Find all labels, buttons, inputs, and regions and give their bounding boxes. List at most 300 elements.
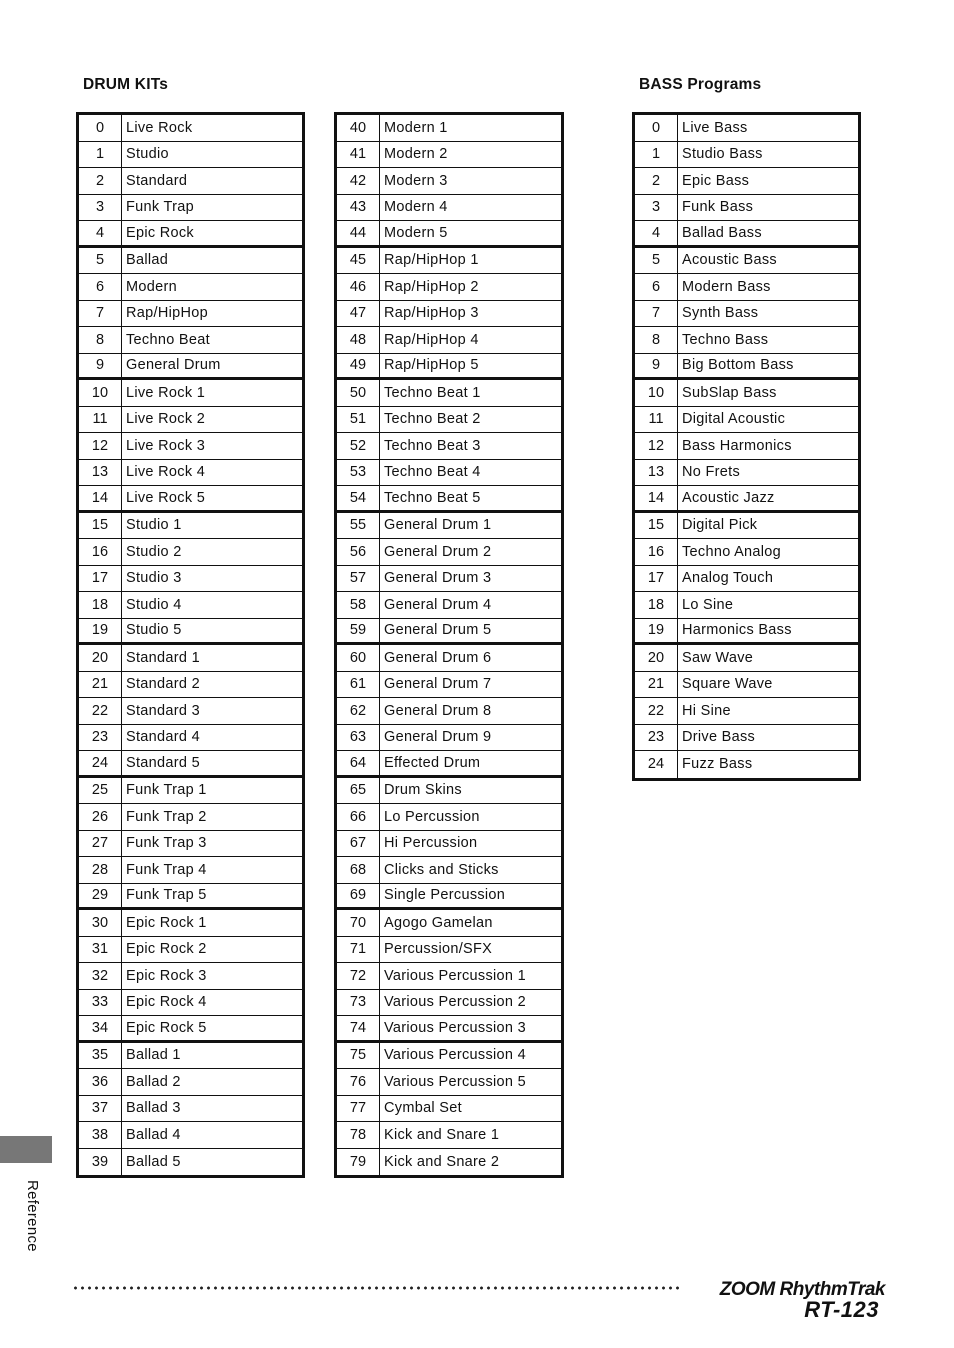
program-number: 20 xyxy=(635,645,678,671)
program-name: Funk Trap 5 xyxy=(126,887,207,904)
program-name: Studio 3 xyxy=(126,570,182,587)
program-name: Rap/HipHop xyxy=(126,305,208,322)
table-row xyxy=(79,301,302,328)
program-name: Rap/HipHop 4 xyxy=(384,331,479,348)
table-row xyxy=(79,698,302,725)
program-number: 60 xyxy=(337,645,380,671)
drum-kits-table-2 xyxy=(334,112,564,1178)
program-number: 54 xyxy=(337,486,380,510)
program-name: Techno Beat 1 xyxy=(384,384,481,401)
program-number: 15 xyxy=(635,513,678,539)
program-number: 15 xyxy=(79,513,122,539)
program-name: Ballad 1 xyxy=(126,1047,181,1064)
program-name: Studio 5 xyxy=(126,622,182,639)
program-name: Ballad 4 xyxy=(126,1126,181,1143)
program-name: Hi Sine xyxy=(682,702,731,719)
program-name: No Frets xyxy=(682,464,740,481)
table-row xyxy=(337,115,561,142)
program-number: 72 xyxy=(337,963,380,989)
table-row xyxy=(337,566,561,593)
program-number: 45 xyxy=(337,248,380,274)
program-number: 24 xyxy=(79,751,122,775)
program-name: SubSlap Bass xyxy=(682,384,777,401)
program-name: Kick and Snare 1 xyxy=(384,1126,500,1143)
table-row xyxy=(79,619,302,646)
program-number: 52 xyxy=(337,433,380,459)
program-name: Live Rock 2 xyxy=(126,411,206,428)
program-number: 37 xyxy=(79,1096,122,1122)
program-name: Modern 3 xyxy=(384,172,448,189)
program-number: 40 xyxy=(337,115,380,141)
program-name: Saw Wave xyxy=(682,649,754,666)
table-row xyxy=(635,168,858,195)
program-number: 43 xyxy=(337,195,380,221)
program-number: 77 xyxy=(337,1096,380,1122)
program-number: 11 xyxy=(79,407,122,433)
program-number: 3 xyxy=(79,195,122,221)
program-number: 2 xyxy=(635,168,678,194)
program-number: 38 xyxy=(79,1122,122,1148)
program-number: 7 xyxy=(79,301,122,327)
table-row xyxy=(79,433,302,460)
program-name: Techno Beat 2 xyxy=(384,411,481,428)
program-name: Techno Beat 5 xyxy=(384,489,481,506)
program-number: 62 xyxy=(337,698,380,724)
program-name: Standard 3 xyxy=(126,702,200,719)
program-name: Standard xyxy=(126,172,188,189)
table-row xyxy=(79,274,302,301)
program-number: 11 xyxy=(635,407,678,433)
section-label: Reference xyxy=(24,1180,41,1252)
program-number: 10 xyxy=(79,380,122,406)
table-row xyxy=(337,539,561,566)
program-number: 8 xyxy=(79,327,122,353)
program-name: Digital Acoustic xyxy=(682,411,786,428)
table-row xyxy=(337,1096,561,1123)
program-name: Modern xyxy=(126,278,177,295)
program-name: Drive Bass xyxy=(682,729,756,746)
table-row xyxy=(635,142,858,169)
program-number: 19 xyxy=(635,619,678,643)
table-row xyxy=(337,354,561,381)
table-row xyxy=(79,751,302,778)
table-row xyxy=(635,115,858,142)
drum-kits-heading: DRUM KITs xyxy=(83,76,169,93)
program-name: Studio xyxy=(126,146,169,163)
table-row xyxy=(79,725,302,752)
program-number: 75 xyxy=(337,1043,380,1069)
table-row xyxy=(635,221,858,248)
program-name: Standard 4 xyxy=(126,729,200,746)
table-row xyxy=(635,433,858,460)
table-row xyxy=(337,725,561,752)
program-name: Live Rock 3 xyxy=(126,437,206,454)
program-number: 31 xyxy=(79,937,122,963)
program-number: 22 xyxy=(79,698,122,724)
program-number: 0 xyxy=(635,115,678,141)
program-number: 67 xyxy=(337,831,380,857)
program-name: Acoustic Bass xyxy=(682,252,777,269)
program-number: 76 xyxy=(337,1069,380,1095)
program-number: 9 xyxy=(635,354,678,378)
table-row xyxy=(337,645,561,672)
program-name: Techno Beat 4 xyxy=(384,464,481,481)
table-row xyxy=(79,857,302,884)
program-number: 22 xyxy=(635,698,678,724)
program-number: 35 xyxy=(79,1043,122,1069)
program-name: Funk Trap xyxy=(126,199,194,216)
table-row xyxy=(337,1122,561,1149)
table-row xyxy=(79,221,302,248)
program-number: 2 xyxy=(79,168,122,194)
program-name: General Drum 2 xyxy=(384,543,492,560)
table-row xyxy=(337,486,561,513)
program-number: 48 xyxy=(337,327,380,353)
table-row xyxy=(635,592,858,619)
program-name: Various Percussion 2 xyxy=(384,994,526,1011)
program-number: 73 xyxy=(337,990,380,1016)
program-name: Live Bass xyxy=(682,119,748,136)
table-row xyxy=(79,1043,302,1070)
program-number: 21 xyxy=(79,672,122,698)
program-name: Rap/HipHop 1 xyxy=(384,252,479,269)
program-number: 6 xyxy=(635,274,678,300)
program-name: Modern 4 xyxy=(384,199,448,216)
table-row xyxy=(635,698,858,725)
table-row xyxy=(337,804,561,831)
program-name: Epic Rock 3 xyxy=(126,967,207,984)
table-row xyxy=(79,1149,302,1176)
program-number: 61 xyxy=(337,672,380,698)
table-row xyxy=(79,460,302,487)
table-row xyxy=(79,142,302,169)
bass-programs-table xyxy=(632,112,861,781)
program-name: Ballad 2 xyxy=(126,1073,181,1090)
table-row xyxy=(337,963,561,990)
program-name: Live Rock 1 xyxy=(126,384,206,401)
program-number: 23 xyxy=(635,725,678,751)
program-name: Single Percussion xyxy=(384,887,506,904)
program-name: Techno Beat xyxy=(126,331,210,348)
program-number: 10 xyxy=(635,380,678,406)
table-row xyxy=(79,963,302,990)
table-row xyxy=(79,831,302,858)
program-number: 71 xyxy=(337,937,380,963)
table-row xyxy=(79,1096,302,1123)
program-number: 59 xyxy=(337,619,380,643)
program-name: Bass Harmonics xyxy=(682,437,792,454)
program-number: 41 xyxy=(337,142,380,168)
program-name: General Drum 7 xyxy=(384,676,492,693)
section-tab-marker xyxy=(0,1136,52,1163)
program-number: 57 xyxy=(337,566,380,592)
program-name: Studio 2 xyxy=(126,543,182,560)
logo-line-1: ZOOM RhythmTrak xyxy=(719,1279,885,1300)
program-number: 53 xyxy=(337,460,380,486)
program-name: Funk Trap 4 xyxy=(126,861,207,878)
program-name: Various Percussion 4 xyxy=(384,1047,526,1064)
table-row xyxy=(635,407,858,434)
program-name: Rap/HipHop 3 xyxy=(384,305,479,322)
program-number: 13 xyxy=(635,460,678,486)
brand-logo xyxy=(700,1280,885,1320)
program-name: Analog Touch xyxy=(682,570,774,587)
table-row xyxy=(337,1043,561,1070)
table-row xyxy=(337,619,561,646)
table-row xyxy=(635,751,858,778)
table-row xyxy=(635,460,858,487)
table-row xyxy=(635,486,858,513)
table-row xyxy=(635,195,858,222)
program-number: 51 xyxy=(337,407,380,433)
program-name: Ballad 3 xyxy=(126,1100,181,1117)
program-number: 29 xyxy=(79,884,122,908)
program-number: 56 xyxy=(337,539,380,565)
program-number: 12 xyxy=(635,433,678,459)
program-name: Modern 5 xyxy=(384,224,448,241)
program-name: Effected Drum xyxy=(384,754,481,771)
table-row xyxy=(337,672,561,699)
table-row xyxy=(337,1069,561,1096)
program-number: 32 xyxy=(79,963,122,989)
program-number: 20 xyxy=(79,645,122,671)
table-row xyxy=(635,248,858,275)
program-number: 78 xyxy=(337,1122,380,1148)
program-number: 63 xyxy=(337,725,380,751)
program-number: 55 xyxy=(337,513,380,539)
program-name: Epic Bass xyxy=(682,172,750,189)
table-row xyxy=(79,115,302,142)
program-name: Drum Skins xyxy=(384,782,462,799)
program-number: 46 xyxy=(337,274,380,300)
program-number: 58 xyxy=(337,592,380,618)
program-name: Hi Percussion xyxy=(384,835,478,852)
program-number: 74 xyxy=(337,1016,380,1040)
table-row xyxy=(79,884,302,911)
table-row xyxy=(79,592,302,619)
program-name: General Drum 6 xyxy=(384,649,492,666)
program-name: Standard 2 xyxy=(126,676,200,693)
table-row xyxy=(635,645,858,672)
table-row xyxy=(337,327,561,354)
logo-line-2: RT-123 xyxy=(804,1297,879,1322)
table-row xyxy=(337,990,561,1017)
table-row xyxy=(79,990,302,1017)
program-name: Epic Rock 2 xyxy=(126,941,207,958)
program-name: Modern 1 xyxy=(384,119,448,136)
program-number: 69 xyxy=(337,884,380,908)
program-name: Fuzz Bass xyxy=(682,756,753,773)
program-name: Digital Pick xyxy=(682,517,758,534)
program-number: 8 xyxy=(635,327,678,353)
table-row xyxy=(337,513,561,540)
table-row xyxy=(337,248,561,275)
program-number: 65 xyxy=(337,778,380,804)
program-name: Various Percussion 5 xyxy=(384,1073,526,1090)
table-row xyxy=(79,248,302,275)
program-number: 36 xyxy=(79,1069,122,1095)
table-row xyxy=(79,804,302,831)
table-row xyxy=(635,380,858,407)
program-name: Funk Trap 3 xyxy=(126,835,207,852)
program-number: 14 xyxy=(79,486,122,510)
program-number: 12 xyxy=(79,433,122,459)
program-number: 27 xyxy=(79,831,122,857)
program-number: 4 xyxy=(635,221,678,245)
program-number: 28 xyxy=(79,857,122,883)
table-row xyxy=(79,195,302,222)
program-name: Lo Percussion xyxy=(384,808,480,825)
table-row xyxy=(337,142,561,169)
table-row xyxy=(79,380,302,407)
program-number: 79 xyxy=(337,1149,380,1176)
program-number: 16 xyxy=(79,539,122,565)
footer-dotted-rule xyxy=(72,1285,682,1291)
program-name: Clicks and Sticks xyxy=(384,861,499,878)
table-row xyxy=(79,486,302,513)
table-row xyxy=(635,672,858,699)
program-name: Rap/HipHop 2 xyxy=(384,278,479,295)
program-name: General Drum 5 xyxy=(384,622,492,639)
program-number: 47 xyxy=(337,301,380,327)
table-row xyxy=(79,672,302,699)
table-row xyxy=(79,778,302,805)
table-row xyxy=(337,407,561,434)
program-name: Cymbal Set xyxy=(384,1100,462,1117)
table-row xyxy=(337,433,561,460)
program-name: Live Rock 4 xyxy=(126,464,206,481)
program-number: 70 xyxy=(337,910,380,936)
program-number: 5 xyxy=(79,248,122,274)
program-name: Techno Analog xyxy=(682,543,782,560)
program-number: 50 xyxy=(337,380,380,406)
program-name: Studio 1 xyxy=(126,517,182,534)
program-number: 1 xyxy=(79,142,122,168)
table-row xyxy=(79,354,302,381)
table-row xyxy=(337,168,561,195)
program-name: General Drum 9 xyxy=(384,729,492,746)
program-number: 68 xyxy=(337,857,380,883)
program-name: Live Rock 5 xyxy=(126,489,206,506)
table-row xyxy=(337,778,561,805)
table-row xyxy=(79,645,302,672)
program-name: General Drum 1 xyxy=(384,517,492,534)
table-row xyxy=(79,937,302,964)
table-row xyxy=(337,195,561,222)
program-number: 17 xyxy=(79,566,122,592)
table-row xyxy=(635,354,858,381)
program-name: General Drum 8 xyxy=(384,702,492,719)
drum-kits-table-1 xyxy=(76,112,305,1178)
program-name: Studio 4 xyxy=(126,596,182,613)
table-row xyxy=(635,619,858,646)
table-row xyxy=(635,513,858,540)
program-name: Ballad xyxy=(126,252,169,269)
program-number: 33 xyxy=(79,990,122,1016)
program-number: 30 xyxy=(79,910,122,936)
program-number: 3 xyxy=(635,195,678,221)
program-number: 49 xyxy=(337,354,380,378)
table-row xyxy=(79,539,302,566)
table-row xyxy=(337,751,561,778)
program-name: Standard 5 xyxy=(126,754,200,771)
program-number: 18 xyxy=(635,592,678,618)
program-name: General Drum 4 xyxy=(384,596,492,613)
program-name: Epic Rock xyxy=(126,224,194,241)
table-row xyxy=(337,1016,561,1043)
table-row xyxy=(635,725,858,752)
program-number: 13 xyxy=(79,460,122,486)
program-name: Agogo Gamelan xyxy=(384,914,493,931)
table-row xyxy=(337,1149,561,1176)
program-name: Epic Rock 5 xyxy=(126,1019,207,1036)
bass-programs-heading: BASS Programs xyxy=(639,76,762,93)
table-row xyxy=(337,937,561,964)
program-name: Percussion/SFX xyxy=(384,941,493,958)
program-number: 25 xyxy=(79,778,122,804)
table-row xyxy=(337,910,561,937)
program-name: General Drum 3 xyxy=(384,570,492,587)
program-name: Funk Bass xyxy=(682,199,754,216)
program-name: Harmonics Bass xyxy=(682,622,792,639)
program-number: 4 xyxy=(79,221,122,245)
program-name: Modern 2 xyxy=(384,146,448,163)
program-name: Big Bottom Bass xyxy=(682,357,794,374)
program-number: 34 xyxy=(79,1016,122,1040)
program-number: 7 xyxy=(635,301,678,327)
program-name: Epic Rock 4 xyxy=(126,994,207,1011)
table-row xyxy=(79,407,302,434)
table-row xyxy=(337,831,561,858)
program-name: Kick and Snare 2 xyxy=(384,1153,500,1170)
program-name: Live Rock xyxy=(126,119,193,136)
table-row xyxy=(337,857,561,884)
program-number: 16 xyxy=(635,539,678,565)
table-row xyxy=(79,1069,302,1096)
table-row xyxy=(635,274,858,301)
program-name: Ballad 5 xyxy=(126,1153,181,1170)
program-name: Standard 1 xyxy=(126,649,200,666)
program-number: 19 xyxy=(79,619,122,643)
table-row xyxy=(79,1016,302,1043)
program-name: Epic Rock 1 xyxy=(126,914,207,931)
table-row xyxy=(79,566,302,593)
program-number: 44 xyxy=(337,221,380,245)
table-row xyxy=(337,301,561,328)
program-name: Techno Bass xyxy=(682,331,769,348)
program-number: 26 xyxy=(79,804,122,830)
program-name: Funk Trap 2 xyxy=(126,808,207,825)
table-row xyxy=(635,539,858,566)
table-row xyxy=(79,513,302,540)
program-number: 64 xyxy=(337,751,380,775)
table-row xyxy=(635,327,858,354)
table-row xyxy=(337,380,561,407)
program-number: 9 xyxy=(79,354,122,378)
program-number: 39 xyxy=(79,1149,122,1176)
program-name: Funk Trap 1 xyxy=(126,782,207,799)
table-row xyxy=(337,460,561,487)
table-row xyxy=(337,592,561,619)
program-name: Ballad Bass xyxy=(682,224,762,241)
program-number: 23 xyxy=(79,725,122,751)
table-row xyxy=(79,1122,302,1149)
program-name: Lo Sine xyxy=(682,596,734,613)
program-name: Various Percussion 1 xyxy=(384,967,526,984)
table-row xyxy=(337,274,561,301)
program-number: 21 xyxy=(635,672,678,698)
program-number: 1 xyxy=(635,142,678,168)
